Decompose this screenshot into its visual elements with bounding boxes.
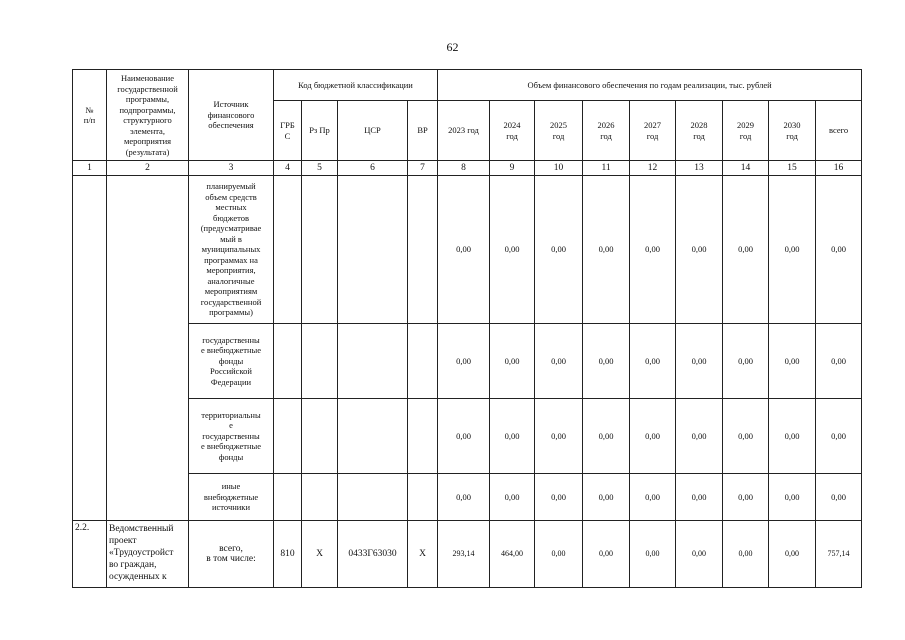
year-value-cell: 0,00 bbox=[535, 324, 583, 399]
year-value-cell: 0,00 bbox=[676, 521, 723, 588]
header-year-col: 2024 год bbox=[490, 101, 535, 161]
row-vr: X bbox=[408, 521, 438, 588]
header-year-col: 2026 год bbox=[583, 101, 630, 161]
header-total-col: всего bbox=[816, 101, 862, 161]
year-value-cell: 0,00 bbox=[438, 399, 490, 474]
header-source: Источник финансового обеспечения bbox=[189, 70, 274, 161]
column-number: 7 bbox=[408, 161, 438, 176]
total-value-cell: 0,00 bbox=[816, 399, 862, 474]
funding-source-cell: государственны е внебюджетные фонды Российской Федерации bbox=[189, 324, 274, 399]
year-value-cell: 0,00 bbox=[583, 176, 630, 324]
year-value-cell: 0,00 bbox=[769, 474, 816, 521]
column-number: 13 bbox=[676, 161, 723, 176]
year-value-cell: 0,00 bbox=[438, 324, 490, 399]
year-value-cell: 0,00 bbox=[676, 474, 723, 521]
column-number: 5 bbox=[302, 161, 338, 176]
year-value-cell: 0,00 bbox=[490, 474, 535, 521]
year-value-cell: 0,00 bbox=[630, 176, 676, 324]
year-value-cell: 0,00 bbox=[583, 399, 630, 474]
table-row bbox=[73, 474, 862, 521]
merged-name-cell bbox=[107, 176, 189, 521]
total-value-cell: 0,00 bbox=[816, 176, 862, 324]
row-csr: 0433Г63030 bbox=[338, 521, 408, 588]
column-number: 1 bbox=[73, 161, 107, 176]
row-number: 2.2. bbox=[73, 521, 107, 588]
year-value-cell: 0,00 bbox=[490, 324, 535, 399]
empty-code-cell bbox=[408, 474, 438, 521]
empty-code-cell bbox=[274, 474, 302, 521]
header-code-col: ВР bbox=[408, 101, 438, 161]
column-number: 2 bbox=[107, 161, 189, 176]
budget-table bbox=[72, 69, 862, 588]
column-number: 15 bbox=[769, 161, 816, 176]
empty-code-cell bbox=[408, 176, 438, 324]
header-code-col: Рз Пр bbox=[302, 101, 338, 161]
year-value-cell: 0,00 bbox=[769, 399, 816, 474]
header-year-col: 2028 год bbox=[676, 101, 723, 161]
year-value-cell: 0,00 bbox=[438, 176, 490, 324]
page-number: 62 bbox=[446, 40, 459, 54]
header-code-group: Код бюджетной классификации bbox=[274, 70, 438, 101]
column-number: 14 bbox=[723, 161, 769, 176]
year-value-cell: 0,00 bbox=[490, 399, 535, 474]
empty-code-cell bbox=[274, 176, 302, 324]
year-value-cell: 0,00 bbox=[583, 324, 630, 399]
row-grbs: 810 bbox=[274, 521, 302, 588]
table-row bbox=[73, 399, 862, 474]
header-year-col: 2027 год bbox=[630, 101, 676, 161]
year-value-cell: 0,00 bbox=[490, 176, 535, 324]
empty-code-cell bbox=[302, 399, 338, 474]
column-number: 9 bbox=[490, 161, 535, 176]
table-row bbox=[73, 176, 862, 324]
funding-source-cell: иные внебюджетные источники bbox=[189, 474, 274, 521]
empty-code-cell bbox=[408, 399, 438, 474]
column-number: 3 bbox=[189, 161, 274, 176]
empty-code-cell bbox=[338, 176, 408, 324]
column-number: 16 bbox=[816, 161, 862, 176]
empty-code-cell bbox=[338, 399, 408, 474]
year-value-cell: 0,00 bbox=[676, 399, 723, 474]
total-value-cell: 0,00 bbox=[816, 324, 862, 399]
funding-source-cell: территориальны е государственны е внебюджетные фонды bbox=[189, 399, 274, 474]
year-value-cell: 0,00 bbox=[723, 176, 769, 324]
empty-code-cell bbox=[274, 399, 302, 474]
header-year-col: 2023 год bbox=[438, 101, 490, 161]
column-number: 6 bbox=[338, 161, 408, 176]
year-value-cell: 0,00 bbox=[723, 474, 769, 521]
row-rzpr: X bbox=[302, 521, 338, 588]
header-year-col: 2029 год bbox=[723, 101, 769, 161]
row-source: всего, в том числе: bbox=[189, 521, 274, 588]
header-finance-group: Объем финансового обеспечения по годам реализации, тыс. рублей bbox=[438, 70, 862, 101]
empty-code-cell bbox=[274, 324, 302, 399]
year-value-cell: 0,00 bbox=[769, 324, 816, 399]
funding-source-cell: планируемый объем средств местных бюджетов (предусматривае мый в муниципальных программах на мероприятия, аналогичные мероприятиям государственной программы) bbox=[189, 176, 274, 324]
column-number: 10 bbox=[535, 161, 583, 176]
empty-code-cell bbox=[408, 324, 438, 399]
column-number: 8 bbox=[438, 161, 490, 176]
header-code-col: ГРБ С bbox=[274, 101, 302, 161]
year-value-cell: 293,14 bbox=[438, 521, 490, 588]
year-value-cell: 0,00 bbox=[676, 176, 723, 324]
year-value-cell: 0,00 bbox=[535, 176, 583, 324]
header-name: Наименование государственной программы, подпрограммы, структурного элемента, мероприятия (результата) bbox=[107, 70, 189, 161]
empty-code-cell bbox=[338, 474, 408, 521]
total-value-cell: 757,14 bbox=[816, 521, 862, 588]
year-value-cell: 0,00 bbox=[630, 399, 676, 474]
table-row bbox=[73, 324, 862, 399]
empty-code-cell bbox=[302, 324, 338, 399]
column-number: 4 bbox=[274, 161, 302, 176]
year-value-cell: 0,00 bbox=[723, 399, 769, 474]
year-value-cell: 0,00 bbox=[630, 521, 676, 588]
year-value-cell: 0,00 bbox=[535, 474, 583, 521]
year-value-cell: 0,00 bbox=[583, 474, 630, 521]
year-value-cell: 0,00 bbox=[535, 399, 583, 474]
year-value-cell: 464,00 bbox=[490, 521, 535, 588]
empty-code-cell bbox=[338, 324, 408, 399]
header-code-col: ЦСР bbox=[338, 101, 408, 161]
year-value-cell: 0,00 bbox=[535, 521, 583, 588]
year-value-cell: 0,00 bbox=[723, 324, 769, 399]
merged-num-cell bbox=[73, 176, 107, 521]
year-value-cell: 0,00 bbox=[438, 474, 490, 521]
year-value-cell: 0,00 bbox=[630, 324, 676, 399]
year-value-cell: 0,00 bbox=[769, 176, 816, 324]
header-year-col: 2030 год bbox=[769, 101, 816, 161]
year-value-cell: 0,00 bbox=[630, 474, 676, 521]
year-value-cell: 0,00 bbox=[769, 521, 816, 588]
year-value-cell: 0,00 bbox=[676, 324, 723, 399]
header-num: № п/п bbox=[73, 70, 107, 161]
year-value-cell: 0,00 bbox=[723, 521, 769, 588]
header-year-col: 2025 год bbox=[535, 101, 583, 161]
empty-code-cell bbox=[302, 176, 338, 324]
empty-code-cell bbox=[302, 474, 338, 521]
column-number: 12 bbox=[630, 161, 676, 176]
row-name: Ведомственный проект «Трудоустройст во граждан, осужденных к bbox=[107, 521, 189, 588]
column-number: 11 bbox=[583, 161, 630, 176]
year-value-cell: 0,00 bbox=[583, 521, 630, 588]
total-value-cell: 0,00 bbox=[816, 474, 862, 521]
